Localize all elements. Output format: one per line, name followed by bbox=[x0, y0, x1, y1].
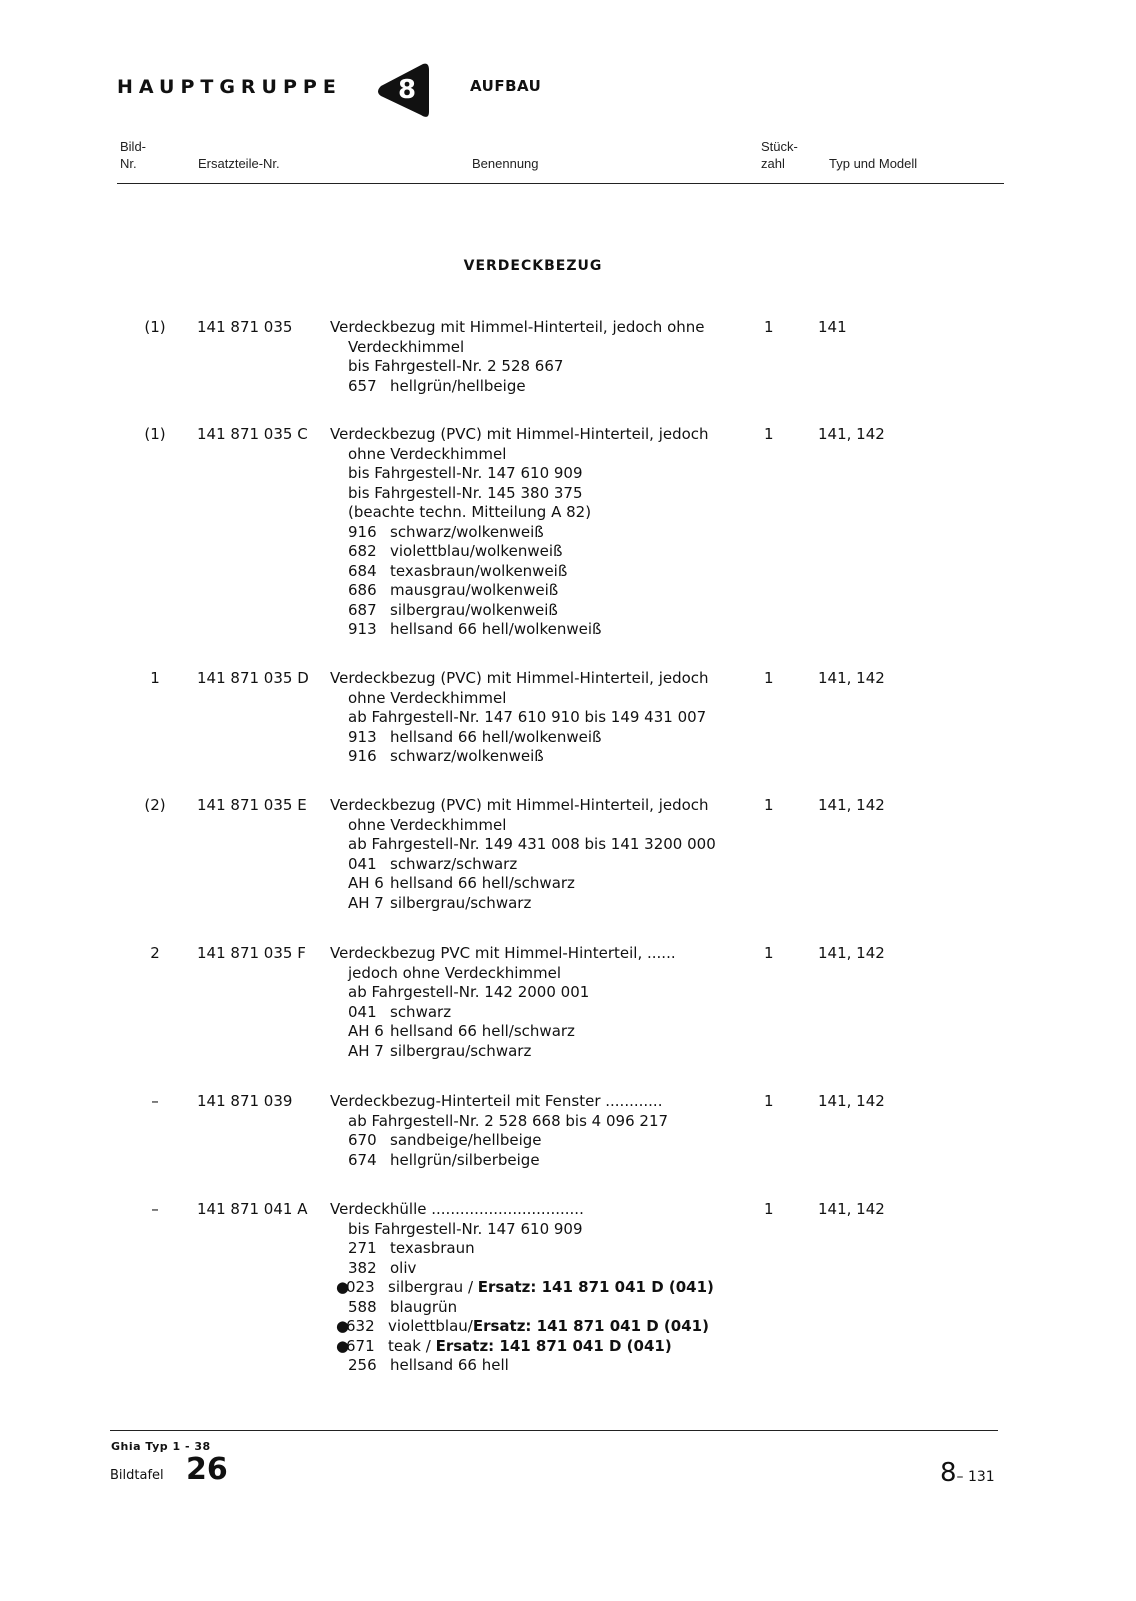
color-code: AH 6 bbox=[348, 1022, 384, 1040]
color-code: 023 bbox=[346, 1278, 375, 1296]
description-line: bis Fahrgestell-Nr. 147 610 909 bbox=[348, 464, 583, 482]
description-line: ab Fahrgestell-Nr. 2 528 668 bis 4 096 217 bbox=[348, 1111, 669, 1130]
part-description bbox=[330, 944, 740, 1061]
color-code: 674 bbox=[348, 1150, 377, 1169]
figure-number: 1 bbox=[150, 669, 160, 687]
quantity: 1 bbox=[764, 944, 774, 962]
color-name: hellgrün/silberbeige bbox=[390, 1150, 540, 1169]
color-variant bbox=[330, 1317, 740, 1337]
color-code: 271 bbox=[348, 1239, 377, 1257]
type-model: 141 bbox=[818, 318, 847, 336]
part-description bbox=[330, 1200, 740, 1376]
color-code: AH 6 bbox=[348, 874, 384, 892]
figure-number: 2 bbox=[150, 944, 160, 962]
quantity: 1 bbox=[764, 796, 774, 814]
color-variant bbox=[330, 1278, 740, 1298]
description-line: ohne Verdeckhimmel bbox=[348, 688, 507, 707]
color-name: violettblau/wolkenweiß bbox=[390, 542, 563, 560]
color-name: silbergrau/wolkenweiß bbox=[390, 600, 558, 619]
column-header-description: Benennung bbox=[472, 156, 539, 171]
type-model: 141, 142 bbox=[818, 425, 885, 443]
replacement-note: Ersatz: 141 871 041 D (041) bbox=[477, 1278, 714, 1296]
color-code: 256 bbox=[348, 1356, 377, 1374]
color-name: texasbraun bbox=[390, 1239, 475, 1257]
part-description bbox=[330, 1092, 740, 1170]
description-line: bis Fahrgestell-Nr. 147 610 909 bbox=[348, 1219, 583, 1238]
footer-divider bbox=[110, 1430, 998, 1431]
description-line: ab Fahrgestell-Nr. 147 610 910 bis 149 431 007 bbox=[348, 708, 707, 726]
column-header-type-model: Typ und Modell bbox=[829, 156, 918, 171]
color-name: hellgrün/hellbeige bbox=[390, 376, 526, 395]
color-code: 913 bbox=[348, 620, 377, 638]
figure-number: (1) bbox=[144, 425, 166, 443]
color-variant bbox=[330, 1003, 740, 1023]
color-code: 382 bbox=[348, 1258, 377, 1277]
color-name: silbergrau / bbox=[388, 1278, 478, 1296]
color-variant bbox=[330, 542, 740, 562]
description-line: ohne Verdeckhimmel bbox=[348, 444, 507, 463]
color-code: 913 bbox=[348, 727, 377, 746]
group-number: 8 bbox=[397, 75, 417, 105]
color-name: hellsand 66 hell/wolkenweiß bbox=[390, 727, 602, 746]
part-number: 141 871 035 D bbox=[197, 669, 309, 687]
color-name: schwarz/wolkenweiß bbox=[390, 747, 544, 765]
part-description bbox=[330, 425, 740, 640]
color-variant bbox=[330, 1022, 740, 1042]
footer-plate-label: Bildtafel bbox=[110, 1468, 164, 1483]
color-variant bbox=[330, 747, 740, 767]
description-line: Verdeckhimmel bbox=[348, 337, 465, 356]
figure-number: (2) bbox=[144, 796, 166, 814]
quantity: 1 bbox=[764, 669, 774, 687]
qty-header-line2: zahl bbox=[761, 156, 785, 171]
figure-number: (1) bbox=[144, 318, 166, 336]
color-name: schwarz/wolkenweiß bbox=[390, 522, 544, 541]
quantity: 1 bbox=[764, 318, 774, 336]
color-variant bbox=[330, 377, 740, 397]
main-group-label: HAUPTGRUPPE bbox=[117, 76, 342, 98]
color-variant bbox=[330, 1337, 740, 1357]
color-variant bbox=[330, 562, 740, 582]
part-number: 141 871 035 E bbox=[197, 796, 307, 814]
part-description bbox=[330, 796, 740, 913]
color-code: 670 bbox=[348, 1131, 377, 1149]
description-line: ab Fahrgestell-Nr. 149 431 008 bis 141 3200 000 bbox=[348, 835, 716, 853]
quantity: 1 bbox=[764, 1200, 774, 1218]
description-line: ohne Verdeckhimmel bbox=[348, 815, 507, 834]
bullet-marker-icon: ● bbox=[336, 1278, 350, 1296]
part-number: 141 871 035 F bbox=[197, 944, 306, 962]
color-code: AH 7 bbox=[348, 1041, 384, 1060]
page-minor: – 131 bbox=[956, 1469, 995, 1485]
page-major: 8 bbox=[940, 1458, 957, 1488]
color-variant bbox=[330, 874, 740, 894]
color-variant bbox=[330, 523, 740, 543]
color-name: hellsand 66 hell/schwarz bbox=[390, 874, 575, 892]
bild-header-line1: Bild- bbox=[120, 139, 147, 154]
color-name: oliv bbox=[390, 1258, 417, 1277]
description-title: Verdeckbezug mit Himmel-Hinterteil, jedoch ohne bbox=[330, 318, 705, 336]
description-line: ab Fahrgestell-Nr. 142 2000 001 bbox=[348, 983, 590, 1001]
description-title: Verdeckbezug (PVC) mit Himmel-Hinterteil, jedoch bbox=[330, 425, 709, 443]
quantity: 1 bbox=[764, 425, 774, 443]
group-name: AUFBAU bbox=[470, 77, 542, 95]
part-number: 141 871 039 bbox=[197, 1092, 293, 1110]
color-code: 687 bbox=[348, 600, 377, 619]
color-variant bbox=[330, 1131, 740, 1151]
footer-plate-number: 26 bbox=[186, 1452, 228, 1487]
color-code: 041 bbox=[348, 854, 377, 873]
color-name: hellsand 66 hell/schwarz bbox=[390, 1022, 575, 1040]
color-code: 684 bbox=[348, 561, 377, 580]
part-description bbox=[330, 669, 740, 767]
color-variant bbox=[330, 620, 740, 640]
type-model: 141, 142 bbox=[818, 944, 885, 962]
description-title: Verdeckhülle ................................ bbox=[330, 1200, 584, 1218]
column-header-bild bbox=[120, 138, 146, 172]
color-code: 041 bbox=[348, 1002, 377, 1021]
section-title: VERDECKBEZUG bbox=[463, 258, 603, 274]
description-title: Verdeckbezug PVC mit Himmel-Hinterteil, ...... bbox=[330, 944, 676, 962]
color-name: schwarz bbox=[390, 1002, 452, 1021]
color-name: silbergrau/schwarz bbox=[390, 1041, 532, 1060]
color-name: violettblau/ bbox=[388, 1317, 473, 1335]
color-code: AH 7 bbox=[348, 893, 384, 912]
description-title: Verdeckbezug (PVC) mit Himmel-Hinterteil, jedoch bbox=[330, 669, 709, 687]
bild-header-line2: Nr. bbox=[120, 156, 137, 171]
group-number-badge bbox=[373, 60, 433, 120]
color-name: schwarz/schwarz bbox=[390, 854, 518, 873]
description-title: Verdeckbezug-Hinterteil mit Fenster ............ bbox=[330, 1092, 663, 1110]
color-code: 671 bbox=[346, 1336, 375, 1355]
color-variant bbox=[330, 1356, 740, 1376]
part-description bbox=[330, 318, 740, 396]
description-line: bis Fahrgestell-Nr. 145 380 375 bbox=[348, 483, 583, 502]
color-variant bbox=[330, 1239, 740, 1259]
color-code: 916 bbox=[348, 522, 377, 541]
bullet-marker-icon: ● bbox=[336, 1317, 350, 1335]
figure-number: – bbox=[151, 1092, 159, 1110]
color-variant bbox=[330, 601, 740, 621]
quantity: 1 bbox=[764, 1092, 774, 1110]
triangle-badge-icon bbox=[373, 60, 433, 120]
footer-model: Ghia Typ 1 - 38 bbox=[111, 1440, 211, 1453]
color-variant bbox=[330, 855, 740, 875]
color-name: mausgrau/wolkenweiß bbox=[390, 581, 559, 599]
page-number bbox=[940, 1458, 995, 1488]
description-line: bis Fahrgestell-Nr. 2 528 667 bbox=[348, 357, 564, 375]
color-code: 657 bbox=[348, 376, 377, 395]
figure-number: – bbox=[151, 1200, 159, 1218]
color-name: hellsand 66 hell bbox=[390, 1356, 509, 1374]
color-name: sandbeige/hellbeige bbox=[390, 1131, 542, 1149]
color-variant bbox=[330, 1259, 740, 1279]
color-variant bbox=[330, 581, 740, 601]
color-code: 588 bbox=[348, 1297, 377, 1316]
color-code: 686 bbox=[348, 581, 377, 599]
color-name: silbergrau/schwarz bbox=[390, 893, 532, 912]
replacement-note: Ersatz: 141 871 041 D (041) bbox=[435, 1336, 672, 1355]
color-variant bbox=[330, 1042, 740, 1062]
description-line: jedoch ohne Verdeckhimmel bbox=[348, 963, 562, 982]
column-header-part-no: Ersatzteile-Nr. bbox=[198, 156, 280, 171]
replacement-note: Ersatz: 141 871 041 D (041) bbox=[472, 1317, 709, 1335]
type-model: 141, 142 bbox=[818, 669, 885, 687]
color-variant bbox=[330, 1298, 740, 1318]
header-divider bbox=[117, 183, 1004, 184]
part-number: 141 871 035 C bbox=[197, 425, 308, 443]
color-variant bbox=[330, 894, 740, 914]
color-name: texasbraun/wolkenweiß bbox=[390, 561, 568, 580]
color-variant bbox=[330, 728, 740, 748]
color-variant bbox=[330, 1151, 740, 1171]
type-model: 141, 142 bbox=[818, 1092, 885, 1110]
bullet-marker-icon: ● bbox=[336, 1336, 350, 1355]
description-title: Verdeckbezug (PVC) mit Himmel-Hinterteil, jedoch bbox=[330, 796, 709, 814]
type-model: 141, 142 bbox=[818, 1200, 885, 1218]
part-number: 141 871 041 A bbox=[197, 1200, 308, 1218]
color-code: 682 bbox=[348, 542, 377, 560]
column-header-qty bbox=[761, 138, 798, 172]
qty-header-line1: Stück- bbox=[761, 139, 798, 154]
color-code: 916 bbox=[348, 747, 377, 765]
color-name: hellsand 66 hell/wolkenweiß bbox=[390, 620, 602, 638]
type-model: 141, 142 bbox=[818, 796, 885, 814]
color-name: teak / bbox=[388, 1336, 436, 1355]
color-code: 632 bbox=[346, 1317, 375, 1335]
description-line: (beachte techn. Mitteilung A 82) bbox=[348, 503, 592, 521]
part-number: 141 871 035 bbox=[197, 318, 293, 336]
color-name: blaugrün bbox=[390, 1297, 458, 1316]
